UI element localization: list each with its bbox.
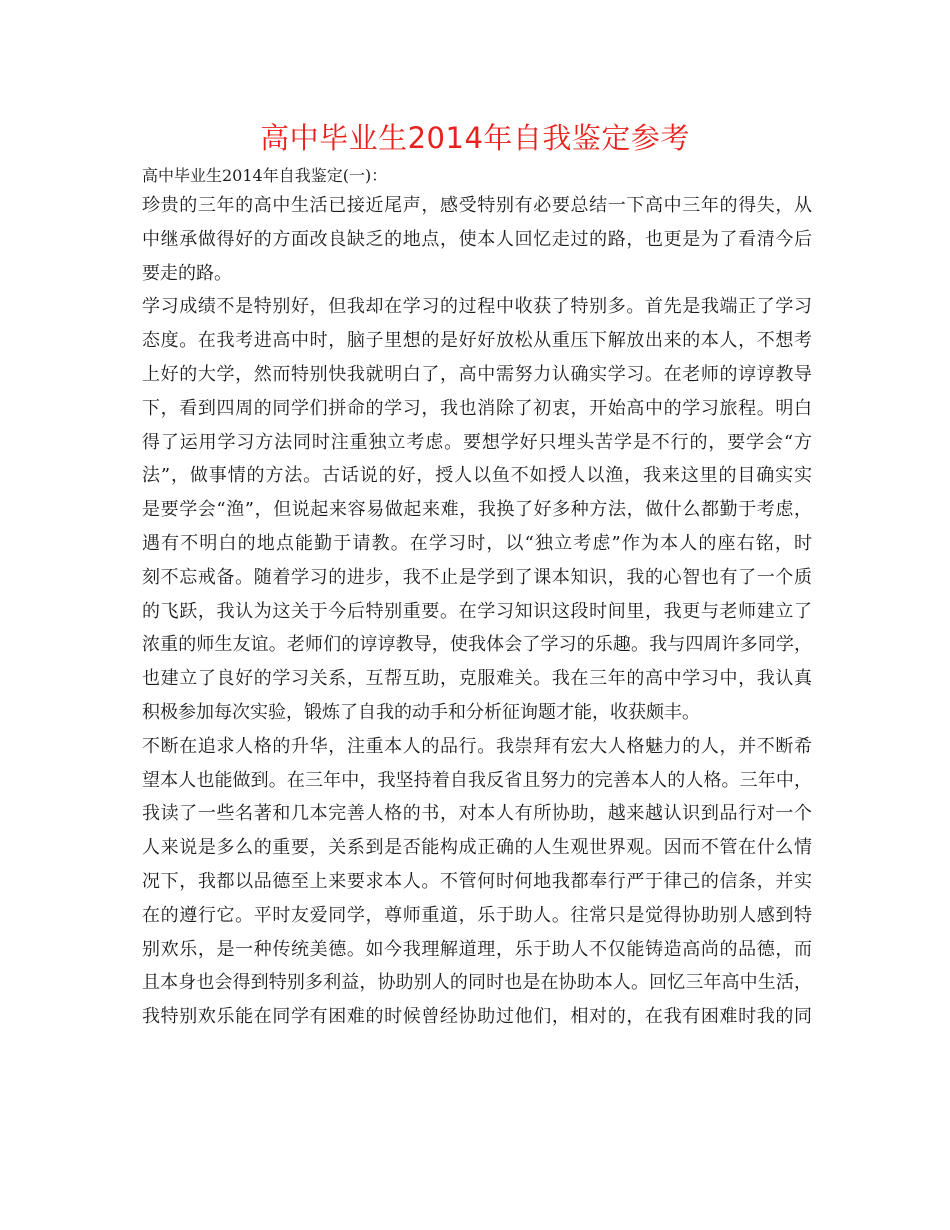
text-line: 望本人也能做到。在三年中，我坚持着自我反省且努力的完善本人的人格。三年中， [142,769,812,791]
text-line: 是要学会“渔”，但说起来容易做起来难，我换了好多种方法，做什么都勤于考虑， [142,499,812,521]
text-line: 要走的路。 [142,262,232,284]
text-line: 不断在追求人格的升华，注重本人的品行。我崇拜有宏大人格魅力的人，并不断希 [142,735,812,757]
text-line: 刻不忘戒备。随着学习的进步，我不止是学到了课本知识，我的心智也有了一个质 [142,566,812,588]
text-line: 也建立了良好的学习关系，互帮互助，克服难关。我在三年的高中学习中，我认真 [142,668,812,690]
text-line: 浓重的师生友谊。老师们的谆谆教导，使我体会了学习的乐趣。我与四周许多同学， [142,634,812,656]
text-line: 我特别欢乐能在同学有困难的时候曾经协助过他们，相对的，在我有困难时我的同 [142,1006,812,1028]
text-line: 别欢乐，是一种传统美德。如今我理解道理，乐于助人不仅能铸造高尚的品德，而 [142,938,812,960]
text-line: 中继承做得好的方面改良缺乏的地点，使本人回忆走过的路，也更是为了看清今后 [142,228,812,250]
text-line: 得了运用学习方法同时注重独立考虑。要想学好只埋头苦学是不行的，要学会“方 [142,431,812,453]
document-body [142,163,812,1034]
text-line: 态度。在我考进高中时，脑子里想的是好好放松从重压下解放出来的本人，不想考 [142,330,812,352]
text-line: 况下，我都以品德至上来要求本人。不管何时何地我都奉行严于律己的信条，并实 [142,870,812,892]
text-line: 遇有不明白的地点能勤于请教。在学习时，以“独立考虑”作为本人的座右铭，时 [142,532,812,554]
text-line: 学习成绩不是特别好，但我却在学习的过程中收获了特别多。首先是我端正了学习 [142,296,812,318]
text-line: 法”，做事情的方法。古话说的好，授人以鱼不如授人以渔，我来这里的目确实实 [142,465,812,487]
text-line: 下，看到四周的同学们拼命的学习，我也消除了初衷，开始高中的学习旅程。明白 [142,397,812,419]
text-line: 在的遵行它。平时友爱同学，尊师重道，乐于助人。往常只是觉得协助别人感到特 [142,904,812,926]
paragraph-3 [142,730,812,1034]
text-line: 积极参加每次实验，锻炼了自我的动手和分析征询题才能，收获颇丰。 [142,701,700,723]
text-line: 的飞跃，我认为这关于今后特别重要。在学习知识这段时间里，我更与老师建立了 [142,600,812,622]
text-line: 人来说是多么的重要，关系到是否能构成正确的人生观世界观。因而不管在什么情 [142,837,812,859]
document-title: 高中毕业生2014年自我鉴定参考 [260,121,690,155]
paragraph-1 [142,189,812,290]
text-line: 珍贵的三年的高中生活已接近尾声，感受特别有必要总结一下高中三年的得失，从 [142,195,812,216]
text-line: 且本身也会得到特别多利益，协助别人的同时也是在协助本人。回忆三年高中生活， [142,972,812,994]
section-subtitle: 高中毕业生2014年自我鉴定(一)： [142,166,388,185]
text-line: 我读了一些名著和几本完善人格的书，对本人有所协助，越来越认识到品行对一个 [142,803,812,825]
text-line: 上好的大学，然而特别快我就明白了，高中需努力认确实学习。在老师的谆谆教导 [142,363,812,385]
paragraph-2 [142,290,812,729]
